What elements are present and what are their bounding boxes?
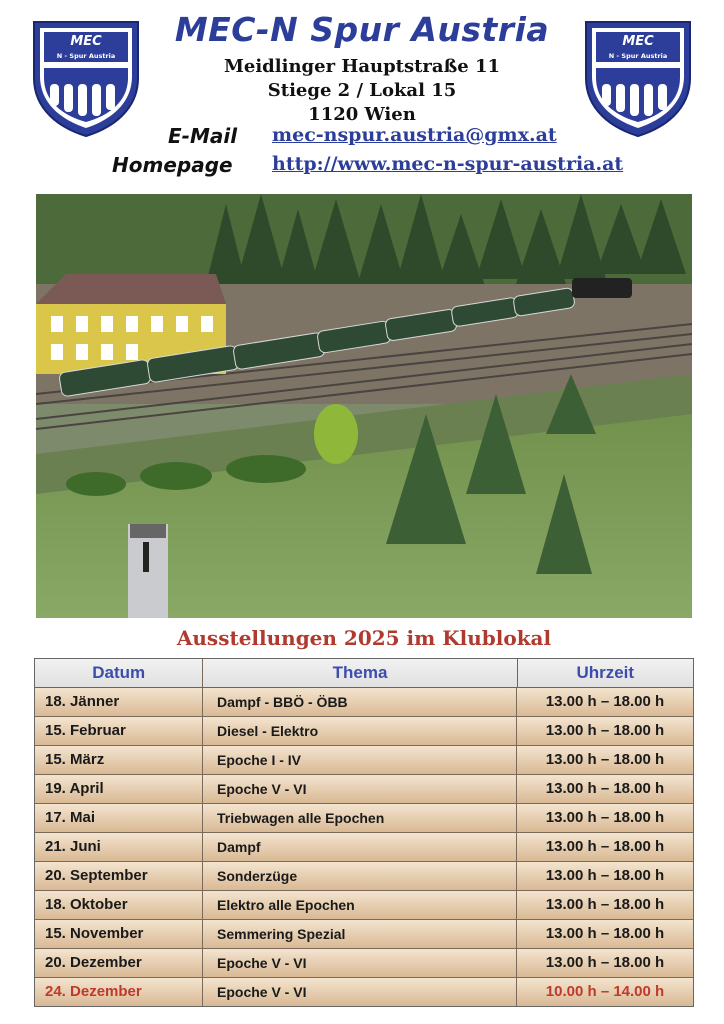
cell-datum: 17. Mai: [35, 804, 203, 832]
table-row: [35, 978, 693, 1006]
address-street: Meidlinger Hauptstraße 11: [223, 56, 501, 77]
table-row: [35, 746, 693, 775]
homepage-link[interactable]: http://www.mec-n-spur-austria.at: [272, 153, 624, 175]
cell-uhrzeit: 13.00 h – 18.00 h: [545, 838, 665, 855]
cell-datum: 24. Dezember: [35, 978, 203, 1006]
logo-text-bottom: N - Spur Austria: [56, 52, 116, 60]
header-uhrzeit: Uhrzeit: [576, 663, 635, 682]
cell-thema: Dampf - BBÖ - ÖBB: [203, 688, 517, 716]
club-logo-right: [582, 18, 694, 138]
cell-thema: Elektro alle Epochen: [203, 891, 517, 919]
club-logo-left: [30, 18, 142, 138]
cell-thema: Semmering Spezial: [203, 920, 517, 948]
cell-datum: 15. März: [35, 746, 203, 774]
cell-uhrzeit: 13.00 h – 18.00 h: [545, 867, 665, 884]
cell-datum: 19. April: [35, 775, 203, 803]
email-link[interactable]: mec-nspur.austria@gmx.at: [272, 124, 557, 146]
table-row: [35, 862, 693, 891]
table-row: [35, 688, 693, 717]
email-label: E-Mail: [168, 124, 238, 148]
logo-text-top: MEC: [622, 34, 654, 49]
table-row: [35, 833, 693, 862]
cell-thema: Diesel - Elektro: [203, 717, 517, 745]
table-row: [35, 804, 693, 833]
model-railway-photo: [36, 194, 692, 618]
header-datum: Datum: [35, 659, 203, 687]
exhibition-table: [34, 658, 694, 1007]
cell-uhrzeit: 13.00 h – 18.00 h: [545, 751, 665, 768]
cell-uhrzeit: 13.00 h – 18.00 h: [545, 722, 665, 739]
address-city: 1120 Wien: [308, 104, 416, 125]
table-row: [35, 717, 693, 746]
cell-uhrzeit: 13.00 h – 18.00 h: [545, 780, 665, 797]
cell-uhrzeit: 13.00 h – 18.00 h: [545, 954, 665, 971]
table-row: [35, 920, 693, 949]
header-thema: Thema: [203, 659, 517, 687]
cell-uhrzeit: 10.00 h – 14.00 h: [545, 983, 665, 1000]
cell-uhrzeit: 13.00 h – 18.00 h: [545, 925, 665, 942]
cell-datum: 18. Oktober: [35, 891, 203, 919]
cell-thema: Epoche V - VI: [203, 978, 517, 1006]
cell-datum: 15. November: [35, 920, 203, 948]
address-unit: Stiege 2 / Lokal 15: [267, 80, 457, 101]
cell-thema: Epoche V - VI: [203, 775, 517, 803]
cell-uhrzeit: 13.00 h – 18.00 h: [545, 896, 665, 913]
table-row: [35, 775, 693, 804]
cell-datum: 15. Februar: [35, 717, 203, 745]
cell-datum: 20. September: [35, 862, 203, 890]
logo-text-top: MEC: [70, 34, 102, 49]
club-title: MEC-N Spur Austria: [174, 10, 550, 49]
table-header: [35, 659, 693, 688]
cell-thema: Triebwagen alle Epochen: [203, 804, 517, 832]
cell-datum: 18. Jänner: [35, 688, 203, 716]
table-row: [35, 949, 693, 978]
homepage-label: Homepage: [112, 153, 233, 177]
logo-text-bottom: N - Spur Austria: [608, 52, 668, 60]
cell-thema: Dampf: [203, 833, 517, 861]
cell-datum: 20. Dezember: [35, 949, 203, 977]
cell-uhrzeit: 13.00 h – 18.00 h: [545, 809, 665, 826]
table-row: [35, 891, 693, 920]
cell-uhrzeit: 13.00 h – 18.00 h: [545, 693, 665, 710]
cell-datum: 21. Juni: [35, 833, 203, 861]
cell-thema: Epoche V - VI: [203, 949, 517, 977]
cell-thema: Sonderzüge: [203, 862, 517, 890]
section-title: Ausstellungen 2025 im Klublokal: [176, 626, 552, 650]
cell-thema: Epoche I - IV: [203, 746, 517, 774]
